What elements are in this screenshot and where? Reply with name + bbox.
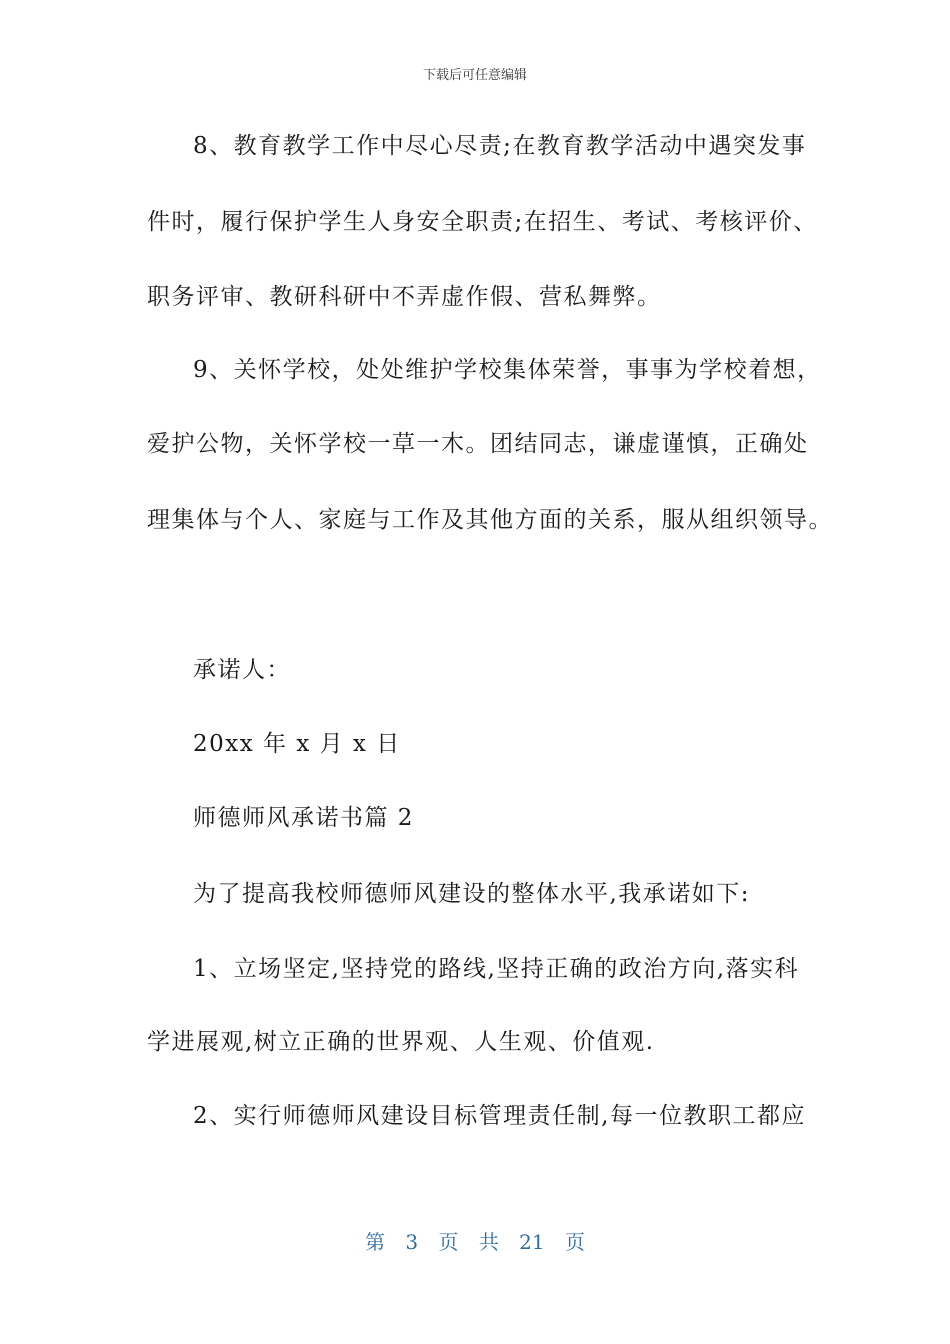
paragraph-line: 爱护公物，关怀学校一草一木。团结同志，谦虚谨慎，正确处 <box>147 431 809 457</box>
total-page-number: 21 <box>519 1230 545 1254</box>
footer-page-word: 页 <box>438 1230 459 1254</box>
page-number-footer <box>0 1226 950 1255</box>
paragraph-line: 2、实行师德师风建设目标管理责任制,每一位教职工都应 <box>193 1103 806 1129</box>
page-header-note: 下载后可任意编辑 <box>422 68 527 83</box>
paragraph-line: 学进展观,树立正确的世界观、人生观、价值观. <box>147 1029 655 1055</box>
current-page-number: 3 <box>405 1230 419 1254</box>
footer-suffix: 页 <box>564 1230 585 1254</box>
paragraph-line: 9、关怀学校，处处维护学校集体荣誉，事事为学校着想， <box>193 357 822 383</box>
signatory-label: 承诺人： <box>193 657 291 683</box>
paragraph-line: 1、立场坚定,坚持党的路线,坚持正确的政治方向,落实科 <box>193 956 800 982</box>
paragraph-line: 件时，履行保护学生人身安全职责;在招生、考试、考核评价、 <box>147 209 818 235</box>
date-line: 20xx 年 x 月 x 日 <box>193 731 401 757</box>
paragraph-line: 职务评审、教研科研中不弄虚作假、营私舞弊。 <box>147 284 662 310</box>
footer-prefix: 第 <box>365 1230 385 1254</box>
footer-total-word: 共 <box>478 1230 499 1254</box>
paragraph-line: 为了提高我校师德师风建设的整体水平,我承诺如下: <box>193 881 751 907</box>
section-title: 师德师风承诺书篇 2 <box>193 805 414 831</box>
paragraph-line: 8、教育教学工作中尽心尽责;在教育教学活动中遇突发事 <box>193 133 807 159</box>
paragraph-line: 理集体与个人、家庭与工作及其他方面的关系，服从组织领导。 <box>147 507 833 533</box>
